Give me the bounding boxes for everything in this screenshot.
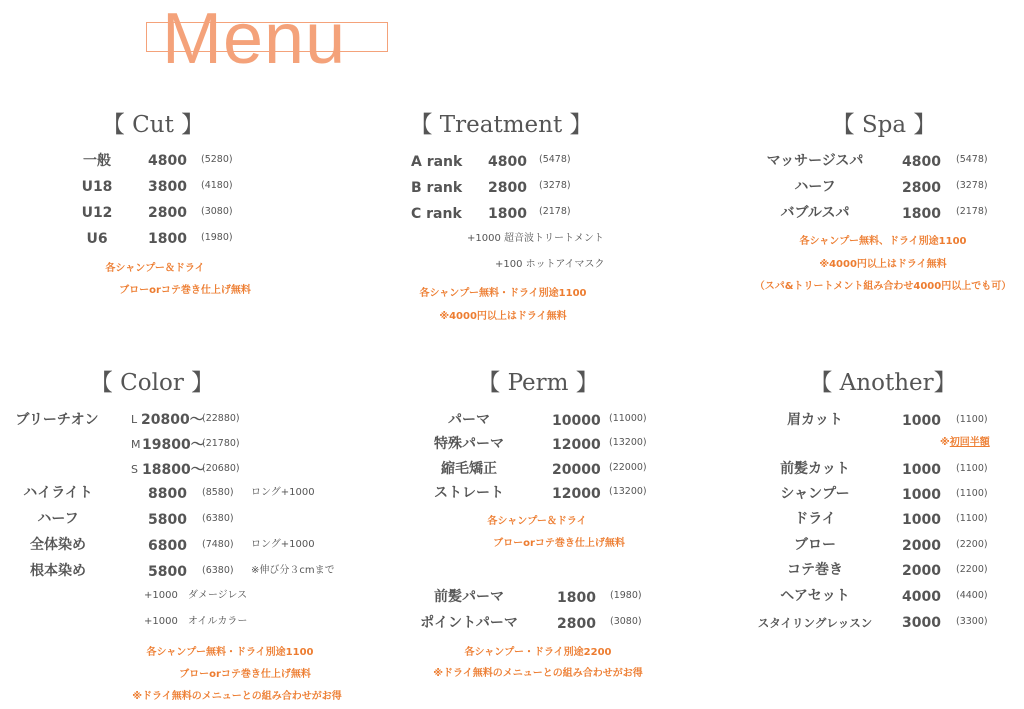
- spa-note: 各シャンプー無料、ドライ別途1100: [799, 236, 967, 247]
- spa-note: （スパ&トリートメント組み合わせ4000円以上でも可）: [754, 281, 1012, 292]
- another-label: スタイリングレッスン: [757, 616, 873, 630]
- treatment-note: 各シャンプー無料・ドライ別途1100: [419, 288, 587, 299]
- bleach-size: L: [131, 413, 138, 426]
- another-label: ヘアセット: [780, 588, 850, 604]
- treatment-label: B rank: [411, 180, 463, 196]
- cut-tax: (3080): [201, 206, 233, 217]
- treatment-label: C rank: [411, 206, 462, 222]
- another-price: 1000: [902, 487, 941, 503]
- spa-label: ハーフ: [794, 179, 836, 195]
- perm-label: パーマ: [448, 412, 490, 428]
- spa-tax: (5478): [956, 154, 988, 165]
- color-option: +1000 ダメージレス: [144, 590, 248, 601]
- color-label: 全体染め: [30, 537, 86, 553]
- cut-note: 各シャンプー＆ドライ: [105, 263, 205, 274]
- color-note: ※ドライ無料のメニューとの組み合わせがお得: [132, 691, 342, 702]
- cut-tax: (5280): [201, 154, 233, 165]
- bleach-tax: (21780): [202, 438, 240, 449]
- color-tax: (6380): [202, 513, 234, 524]
- treatment-label: A rank: [411, 154, 463, 170]
- spa-price: 2800: [902, 180, 941, 196]
- another-label: 前髪カット: [780, 461, 850, 477]
- cut-tax: (4180): [201, 180, 233, 191]
- bleach-tax: (22880): [202, 413, 240, 424]
- color-note: ブローorコテ巻き仕上げ無料: [179, 669, 311, 680]
- another-price: 1000: [902, 413, 941, 429]
- spa-tax: (3278): [956, 180, 988, 191]
- cut-price: 3800: [148, 179, 187, 195]
- another-heading: 【 Another】: [809, 370, 957, 396]
- perm-tax: (11000): [609, 413, 647, 424]
- another-price: 4000: [902, 589, 941, 605]
- spa-note: ※4000円以上はドライ無料: [819, 259, 947, 270]
- another-label: コテ巻き: [787, 562, 843, 578]
- bleach-tax: (20680): [202, 463, 240, 474]
- color-label: ハイライト: [23, 485, 93, 501]
- spa-price: 4800: [902, 154, 941, 170]
- perm-price: 20000: [552, 462, 601, 478]
- another-price: 1000: [902, 512, 941, 528]
- treatment-heading: 【 Treatment 】: [409, 112, 593, 138]
- another-tax: (1100): [956, 414, 988, 425]
- bleach-price: 18800～: [142, 462, 205, 478]
- perm-tax: (13200): [609, 486, 647, 497]
- another-label: 眉カット: [787, 412, 843, 428]
- first-time-note-text: 初回半額: [949, 437, 990, 448]
- cut-label: U6: [86, 231, 108, 247]
- another-tax: (1100): [956, 463, 988, 474]
- first-time-note-prefix: ※: [940, 437, 950, 448]
- first-time-note: [940, 436, 990, 450]
- color-price: 6800: [148, 538, 187, 554]
- perm-price: 10000: [552, 413, 601, 429]
- another-price: 2000: [902, 538, 941, 554]
- cut-note: ブローorコテ巻き仕上げ無料: [119, 285, 251, 296]
- color-option: +1000 オイルカラー: [144, 616, 248, 627]
- spa-price: 1800: [902, 206, 941, 222]
- color-price: 5800: [148, 512, 187, 528]
- perm-tax: (22000): [609, 462, 647, 473]
- cut-tax: (1980): [201, 232, 233, 243]
- perm-tax: (13200): [609, 437, 647, 448]
- color-extra: ※伸び分３cmまで: [251, 565, 335, 576]
- color-label: 根本染め: [30, 563, 86, 579]
- perm-note: 各シャンプー＆ドライ: [487, 516, 587, 527]
- color-price: 5800: [148, 564, 187, 580]
- perm-heading: 【 Perm 】: [477, 370, 599, 396]
- color-tax: (7480): [202, 539, 234, 550]
- cut-label: U18: [81, 179, 113, 195]
- another-tax: (1100): [956, 513, 988, 524]
- perm-label: 特殊パーマ: [434, 436, 504, 452]
- color-extra: ロング+1000: [251, 539, 315, 550]
- cut-price: 2800: [148, 205, 187, 221]
- color-heading: 【 Color 】: [89, 370, 215, 396]
- spa-label: マッサージスパ: [766, 153, 864, 169]
- cut-label: U12: [81, 205, 113, 221]
- treatment-tax: (3278): [539, 180, 571, 191]
- color-note: 各シャンプー無料・ドライ別途1100: [146, 647, 314, 658]
- another-label: ブロー: [794, 537, 836, 553]
- perm-label: 縮毛矯正: [441, 461, 497, 477]
- perm-tax: (1980): [610, 590, 642, 601]
- perm-price: 12000: [552, 486, 601, 502]
- another-label: シャンプー: [780, 486, 850, 502]
- treatment-price: 4800: [488, 154, 527, 170]
- perm-note: ブローorコテ巻き仕上げ無料: [493, 538, 625, 549]
- spa-tax: (2178): [956, 206, 988, 217]
- perm-price: 2800: [557, 616, 596, 632]
- perm-price: 12000: [552, 437, 601, 453]
- color-bleach-label: ブリーチオン: [15, 412, 99, 428]
- color-price: 8800: [148, 486, 187, 502]
- cut-price: 4800: [148, 153, 187, 169]
- cut-heading: 【 Cut 】: [101, 112, 205, 138]
- spa-heading: 【 Spa 】: [831, 112, 937, 138]
- perm-label: ストレート: [434, 485, 504, 501]
- bleach-price: 19800～: [142, 437, 205, 453]
- color-tax: (6380): [202, 565, 234, 576]
- perm-label: ポイントパーマ: [420, 615, 518, 631]
- perm-tax: (3080): [610, 616, 642, 627]
- another-label: ドライ: [794, 511, 836, 527]
- page-title: Menu: [162, 0, 347, 79]
- another-tax: (1100): [956, 488, 988, 499]
- another-tax: (4400): [956, 590, 988, 601]
- color-tax: (8580): [202, 487, 234, 498]
- perm-note: ※ドライ無料のメニューとの組み合わせがお得: [433, 668, 643, 679]
- another-price: 1000: [902, 462, 941, 478]
- perm-note: 各シャンプー・ドライ別途2200: [464, 647, 612, 658]
- bleach-size: S: [131, 463, 138, 476]
- another-price: 3000: [902, 615, 941, 631]
- perm-label: 前髪パーマ: [434, 589, 504, 605]
- another-tax: (2200): [956, 564, 988, 575]
- treatment-note: ※4000円以上はドライ無料: [439, 311, 567, 322]
- another-tax: (3300): [956, 616, 988, 627]
- bleach-price: 20800～: [141, 412, 204, 428]
- bleach-size: M: [131, 438, 141, 451]
- treatment-tax: (2178): [539, 206, 571, 217]
- cut-price: 1800: [148, 231, 187, 247]
- another-tax: (2200): [956, 539, 988, 550]
- treatment-price: 2800: [488, 180, 527, 196]
- color-label: ハーフ: [37, 511, 79, 527]
- treatment-extra: +100 ホットアイマスク: [495, 259, 605, 270]
- spa-label: バブルスパ: [780, 205, 850, 221]
- treatment-extra: +1000 超音波トリートメント: [467, 233, 604, 244]
- treatment-tax: (5478): [539, 154, 571, 165]
- color-extra: ロング+1000: [251, 487, 315, 498]
- treatment-price: 1800: [488, 206, 527, 222]
- another-price: 2000: [902, 563, 941, 579]
- cut-label: 一般: [83, 153, 111, 169]
- perm-price: 1800: [557, 590, 596, 606]
